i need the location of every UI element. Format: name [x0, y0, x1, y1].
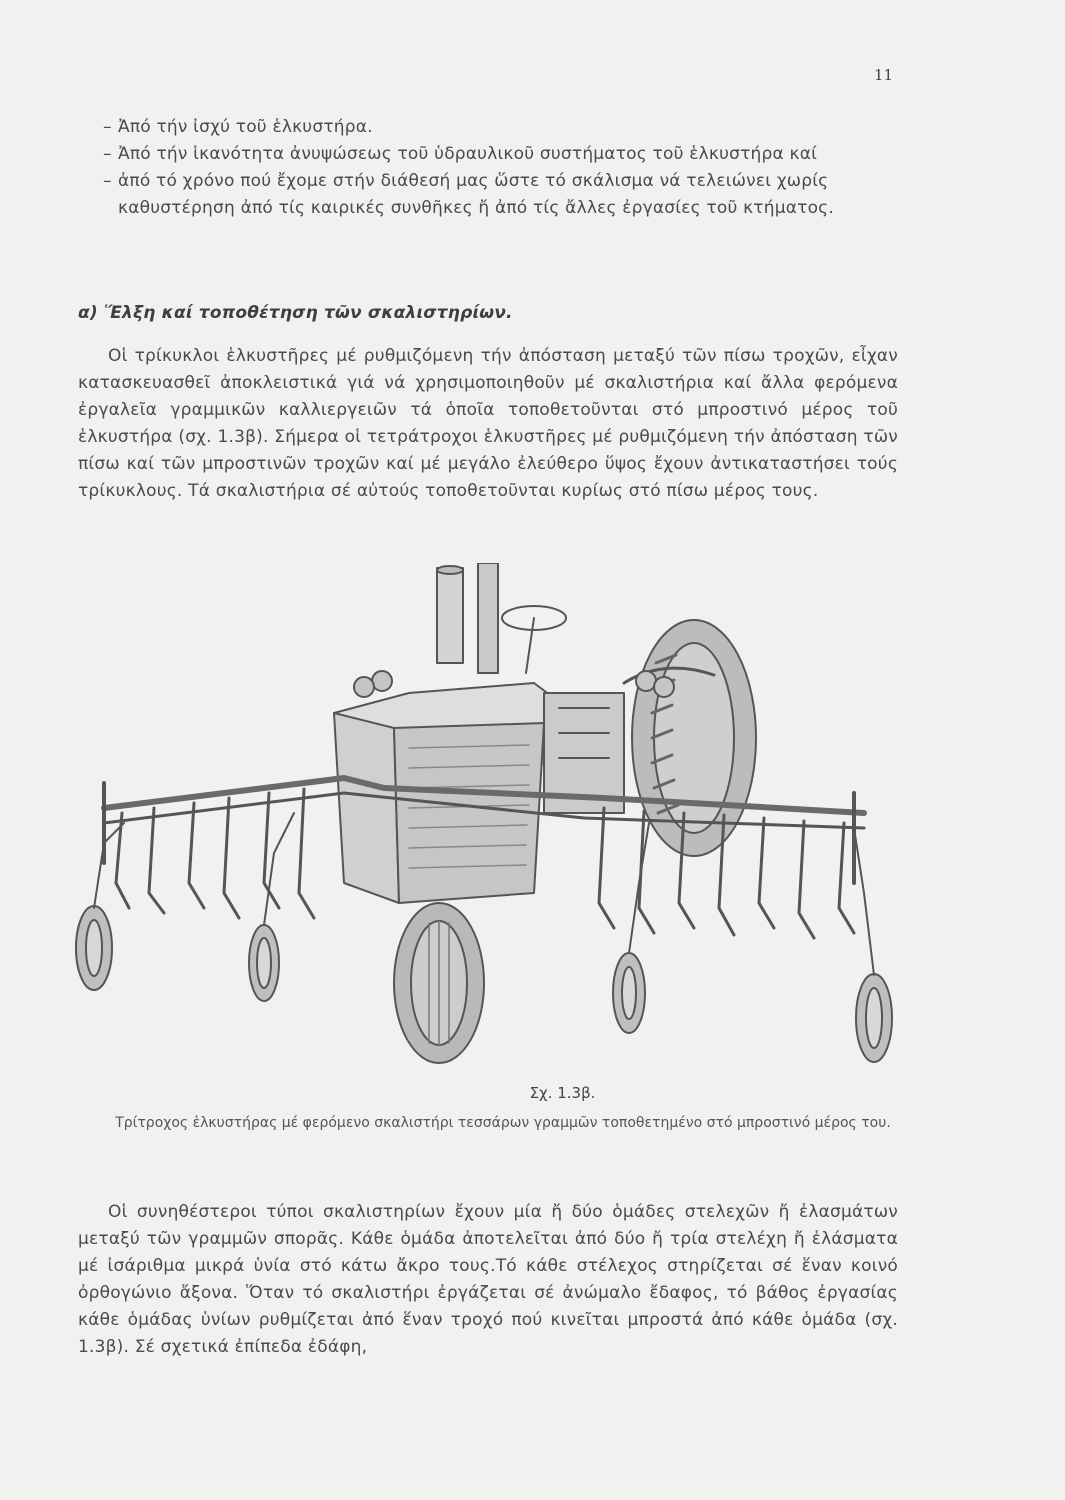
list-dash: – [103, 117, 112, 137]
body-paragraph: Οἱ τρίκυκλοι ἑλκυστῆρες μέ ρυθμιζόμενη τήν ἀπόσταση μεταξύ τῶν πίσω τροχῶν, εἶχαν κατασκευασθεῖ ἀποκλειστικά γιά νά χρησιμοποιηθοῦν μέ σκαλιστήρια καί ἄλλα φερόμενα ἐργαλεῖα γραμμικῶν καλλιεργειῶν τά ὁποῖα τοποθετοῦνται στό μπροστινό μέρος τοῦ ἑλκυστήρα (σχ. 1.3β). Σήμερα οἱ τετράτροχοι ἑλκυστῆρες μέ ρυθμιζόμενη τήν ἀπόσταση τῶν πίσω καί τῶν μπροστινῶν τροχῶν καί μέ μεγάλο ἐλεύθερο ὕψος ἔχουν ἀντικαταστήσει τούς τρίκυκλους. Τά σκαλιστήρια σέ αὐτούς τοποθετοῦνται κυρίως στό πίσω μέρος τους. [78, 346, 898, 501]
figure-label: Σχ. 1.3β. [529, 1084, 596, 1102]
list-item [88, 168, 908, 222]
list-item-text: ἀπό τό χρόνο πού ἔχομε στήν διάθεσή μας ὥστε τό σκάλισμα νά τελειώνει χωρίς καθυστέρηση ἀπό τίς καιρικές συνθῆκες ἤ ἀπό τίς ἄλλες ἐργασίες τοῦ κτήματος. [118, 171, 834, 218]
figure-caption: Τρίτροχος ἑλκυστήρας μέ φερόμενο σκαλιστήρι τεσσάρων γραμμῶν τοποθετημένο στό μπροστινό μέρος του. [115, 1115, 891, 1131]
list-item [88, 141, 908, 168]
section-heading: α) Ἕλξη καί τοποθέτηση τῶν σκαλιστηρίων. [78, 303, 513, 323]
tractor-cultivator-illustration [64, 563, 924, 1073]
list-item-text: Ἀπό τήν ἰσχύ τοῦ ἑλκυστήρα. [118, 117, 373, 137]
requirements-list [88, 114, 908, 222]
list-item-text: Ἀπό τήν ἱκανότητα ἀνυψώσεως τοῦ ὑδραυλικοῦ συστήματος τοῦ ἑλκυστήρα καί [118, 144, 818, 164]
page-number: 11 [874, 66, 894, 84]
body-paragraph: Οἱ συνηθέστεροι τύποι σκαλιστηρίων ἔχουν μία ἤ δύο ὁμάδες στελεχῶν ἤ ἐλασμάτων μεταξύ τῶν γραμμῶν σπορᾶς. Κάθε ὁμάδα ἀποτελεῖται ἀπό δύο ἤ τρία στελέχη ἤ ἐλάσματα μέ ἰσάριθμα μικρά ὑνία στό κάτω ἄκρο τους.Τό κάθε στέλεχος στηρίζεται σέ ἕναν κοινό ὀρθογώνιο ἄξονα. Ὅταν τό σκαλιστήρι ἐργάζεται σέ ἀνώμαλο ἔδαφος, τό βάθος ἐργασίας κάθε ὁμάδας ὑνίων ρυθμίζεται ἀπό ἕναν τροχό πού κινεῖται μπροστά ἀπό κάθε ὁμάδα (σχ. 1.3β). Σέ σχετικά ἐπίπεδα ἐδάφη, [78, 1202, 898, 1357]
list-dash: – [103, 144, 112, 164]
list-dash: – [103, 171, 112, 191]
list-item [88, 114, 908, 141]
